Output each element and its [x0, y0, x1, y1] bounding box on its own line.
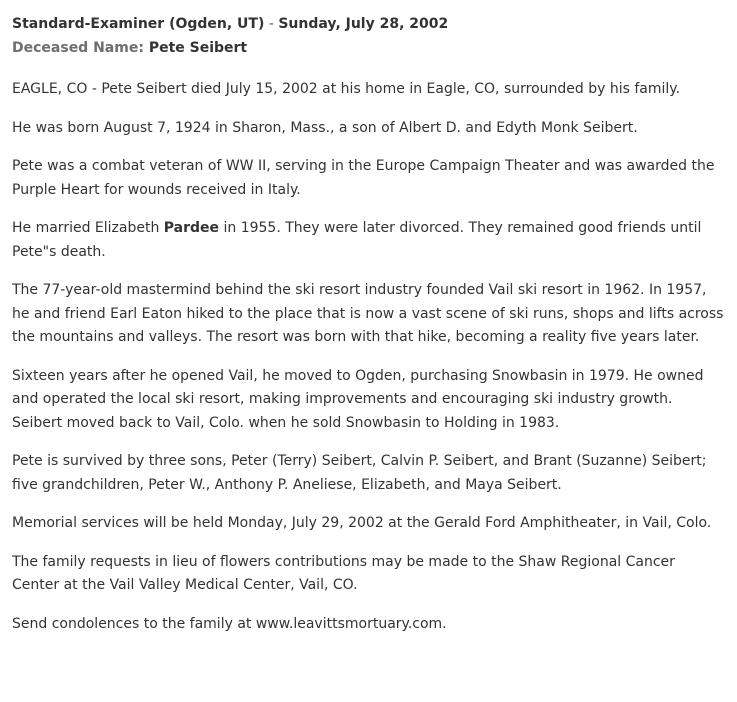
paragraph-snowbasin: Sixteen years after he opened Vail, he moved to Ogden, purchasing Snowbasin in 1979. He owned and operated the local ski resort, making improvements and encouraging ski industry growth. Seibert moved back to Vail, Colo. when he sold Snowbasin to Holding in 1983. [12, 367, 704, 431]
publication-date: Sunday, July 28, 2002 [278, 16, 449, 32]
header-separator: - [264, 16, 279, 32]
highlighted-surname: Pardee [163, 220, 220, 236]
marriage-text-end: in 1955. They were later divorced. They remained good friends until Pete"s death. [12, 220, 702, 260]
deceased-label: Deceased Name: [12, 40, 144, 56]
paragraph-condolences: Send condolences to the family at www.leavittsmortuary.com. [12, 615, 447, 632]
obituary-header [12, 12, 725, 60]
paragraph-survivors: Pete is survived by three sons, Peter (Terry) Seibert, Calvin P. Seibert, and Brant (Suzanne) Seibert; five grandchildren, Peter W., Anthony P. Aneliese, Elizabeth, and Maya Seibert. [12, 453, 707, 493]
paragraph-military: Pete was a combat veteran of WW II, serving in the Europe Campaign Theater and was awarded the Purple Heart for wounds received in Italy. [12, 158, 715, 198]
paragraph-death: EAGLE, CO - Pete Seibert died July 15, 2002 at his home in Eagle, CO, surrounded by his family. [12, 81, 681, 97]
paragraph-vail: The 77-year-old mastermind behind the ski resort industry founded Vail ski resort in 1962. In 1957, he and friend Earl Eaton hiked to the place that is now a vast scene of ski runs, shops and lifts across the mountains and valleys. The resort was born with that hike, becoming a reality five years later. [12, 282, 724, 345]
paragraph-services: Memorial services will be held Monday, July 29, 2002 at the Gerald Ford Amphitheater, in Vail, Colo. [12, 515, 712, 531]
newspaper-name: Standard-Examiner (Ogden, UT) [12, 16, 265, 32]
source-line [12, 12, 725, 36]
paragraph-marriage [12, 217, 725, 264]
marriage-text-start: He married Elizabeth [12, 220, 164, 236]
deceased-line [12, 36, 725, 60]
obituary-body [12, 78, 725, 636]
deceased-name: Pete Seibert [148, 40, 248, 56]
paragraph-birth: He was born August 7, 1924 in Sharon, Mass., a son of Albert D. and Edyth Monk Seibert. [12, 119, 638, 136]
paragraph-donations: The family requests in lieu of flowers contributions may be made to the Shaw Regional Cancer Center at the Vail Valley Medical Center, Vail, CO. [12, 553, 675, 593]
